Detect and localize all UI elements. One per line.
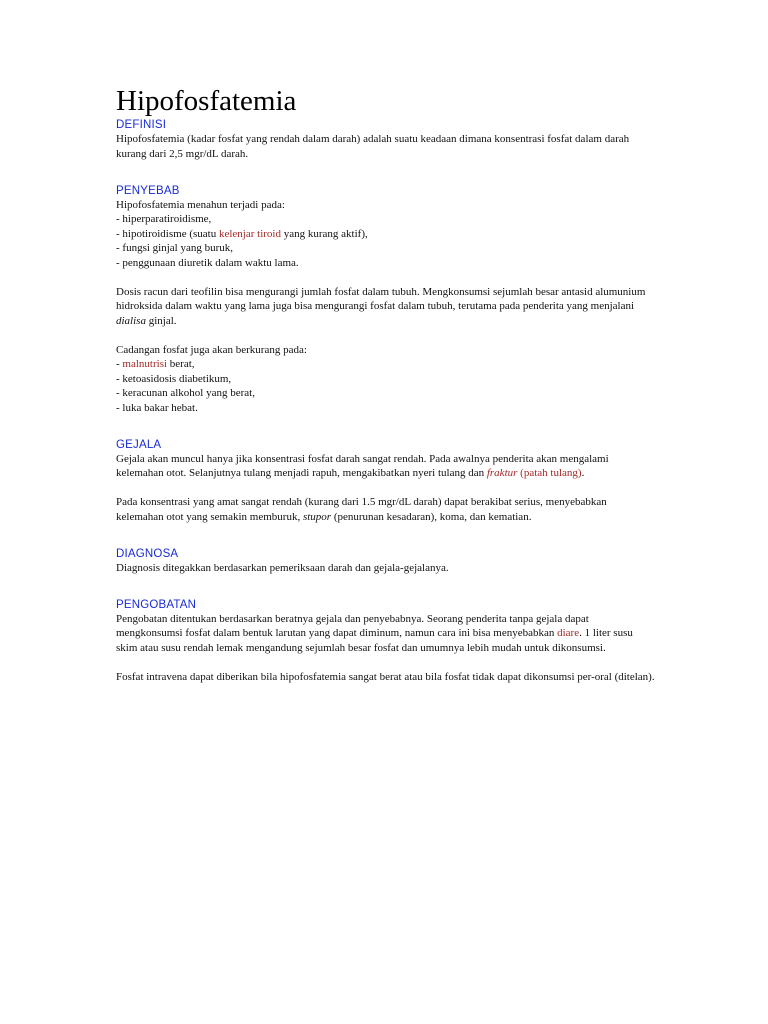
definisi-text: Hipofosfatemia (kadar fosfat yang rendah dalam darah) adalah suatu keadaan dimana konsentrasi fosfat dalam darah kurang dari 2,5 mgr/dL darah. [116, 133, 630, 160]
list-item: - luka bakar hebat. [116, 401, 198, 414]
pengobatan-paragraph-1: Pengobatan ditentukan berdasarkan beratnya gejala dan penyebabnya. Seorang penderita tanpa gejala dapat mengkonsumsi fosfat dalam bentuk larutan yang dapat diminum, namun cara ini bisa menyebabkan diare. 1 liter susu skim atau susu rendah lemak mengandung sejumlah besar fosfat dan umumnya lebih mudah untuk dikonsumsi. [116, 612, 633, 654]
list-item: - penggunaan diuretik dalam waktu lama. [116, 256, 299, 269]
section-diagnosa [116, 547, 656, 576]
gejala-paragraph-2: Pada konsentrasi yang amat sangat rendah (kurang dari 1.5 mgr/dL darah) dapat berakibat serius, menyebabkan kelemahan otot yang semakin memburuk, stupor (penurunan kesadaran), koma, dan kematian. [116, 496, 607, 523]
section-heading-gejala: GEJALA [116, 438, 162, 451]
list-item: - hipotiroidisme (suatu kelenjar tiroid yang kurang aktif), [116, 227, 368, 240]
document-page [116, 84, 656, 684]
penyebab-paragraph-3-intro: Cadangan fosfat juga akan berkurang pada: [116, 343, 307, 356]
link-diare[interactable]: diare [557, 627, 580, 639]
list-item: - hiperparatiroidisme, [116, 213, 212, 225]
section-pengobatan [116, 598, 656, 685]
penyebab-paragraph-2: Dosis racun dari teofilin bisa mengurangi jumlah fosfat dalam tubuh. Mengkonsumsi sejumlah besar antasid alumunium hidroksida dalam waktu yang lama juga bisa mengurangi fosfat dalam tubuh, terutama pada penderita yang menjalani dialisa ginjal. [116, 285, 646, 327]
link-fraktur[interactable]: fraktur (patah tulang) [486, 467, 582, 479]
section-heading-definisi: DEFINISI [116, 119, 167, 131]
list-item: - ketoasidosis diabetikum, [116, 372, 232, 385]
section-penyebab [116, 184, 656, 416]
section-gejala [116, 438, 656, 525]
section-definisi [116, 118, 656, 161]
pengobatan-paragraph-2: Fosfat intravena dapat diberikan bila hipofosfatemia sangat berat atau bila fosfat tidak dapat dikonsumsi per-oral (ditelan). [116, 670, 655, 683]
list-item: - malnutrisi berat, [116, 358, 195, 370]
page-title: Hipofosfatemia [116, 85, 297, 117]
section-heading-diagnosa: DIAGNOSA [116, 547, 179, 560]
list-item: - keracunan alkohol yang berat, [116, 387, 255, 399]
gejala-paragraph-1: Gejala akan muncul hanya jika konsentrasi fosfat darah sangat rendah. Pada awalnya penderita akan mengalami kelemahan otot. Selanjutnya tulang menjadi rapuh, mengakibatkan nyeri tulang dan fraktur (patah tulang). [116, 452, 609, 479]
list-item: - fungsi ginjal yang buruk, [116, 242, 234, 254]
section-heading-pengobatan: PENGOBATAN [116, 598, 197, 611]
term-dialisa: dialisa [116, 314, 146, 327]
diagnosa-text: Diagnosis ditegakkan berdasarkan pemeriksaan darah dan gejala-gejalanya. [116, 561, 449, 574]
penyebab-intro: Hipofosfatemia menahun terjadi pada: [116, 198, 285, 211]
link-kelenjar-tiroid[interactable]: kelenjar tiroid [218, 227, 281, 240]
section-heading-penyebab: PENYEBAB [116, 184, 180, 197]
link-malnutrisi[interactable]: malnutrisi [122, 358, 168, 370]
term-stupor: stupor [302, 510, 332, 523]
